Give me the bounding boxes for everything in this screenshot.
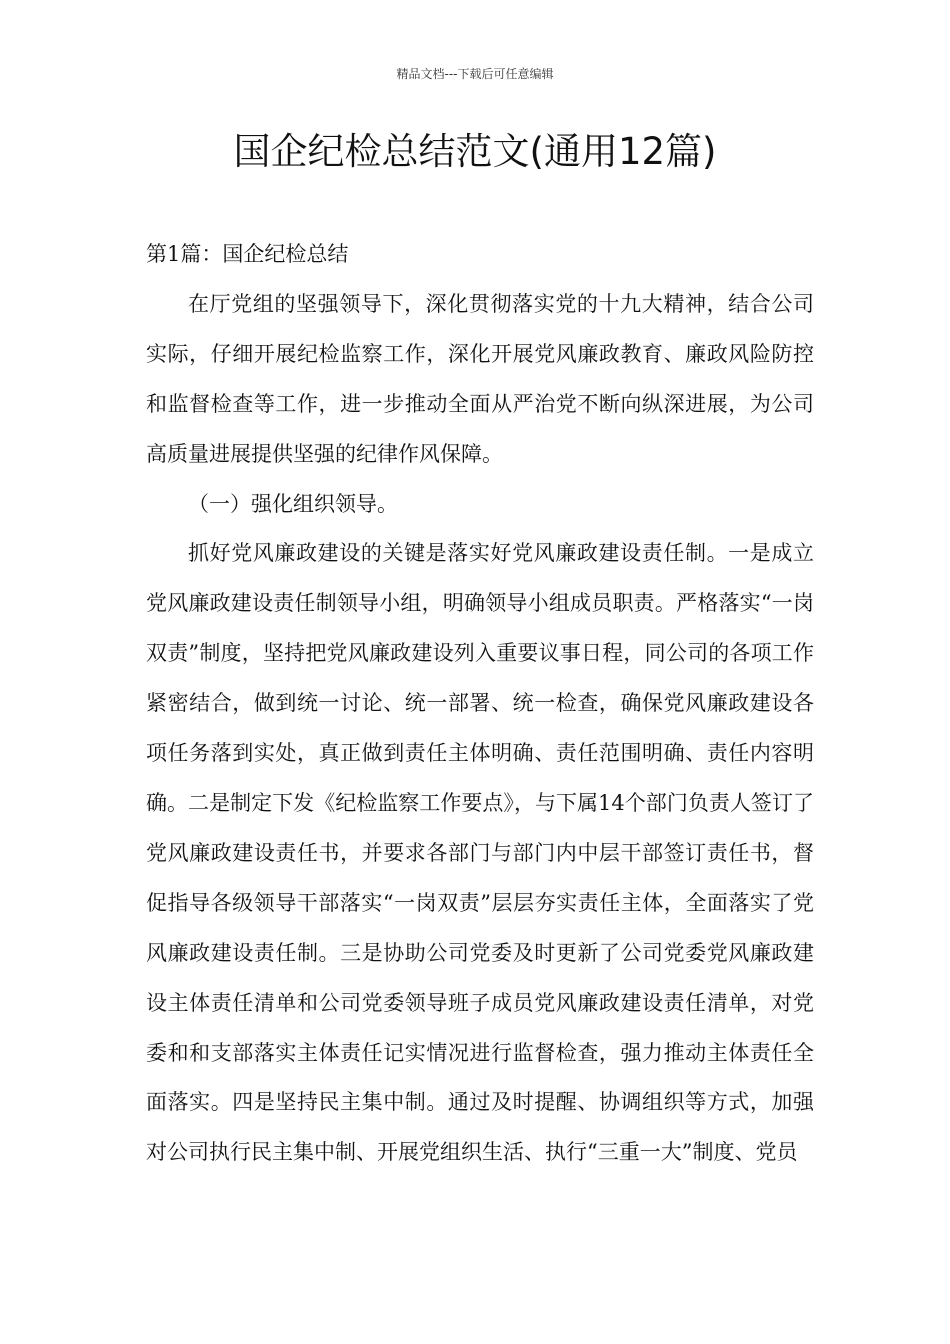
header-note: 精品文档---下载后可任意编辑: [396, 67, 554, 81]
paragraph: 抓好党风廉政建设的关键是落实好党风廉政建设责任制。一是成立党风廉政建设责任制领导小组，明确领导小组成员职责。严格落实“一岗双责”制度，坚持把党风廉政建设列入重要议事日程，同公司的各项工作紧密结合，做到统一讨论、统一部署、统一检查，确保党风廉政建设各项任务落到实处，真正做到责任主体明确、责任范围明确、责任内容明确。二是制定下发《纪检监察工作要点》，与下属14个部门负责人签订了党风廉政建设责任书，并要求各部门与部门内中层干部签订责任书，督促指导各级领导干部落实“一岗双责”层层夯实责任主体，全面落实了党风廉政建设责任制。三是协助公司党委及时更新了公司党委党风廉政建设主体责任清单和公司党委领导班子成员党风廉政建设责任清单，对党委和和支部落实主体责任记实情况进行监督检查，强力推动主体责任全面落实。四是坚持民主集中制。通过及时提醒、协调组织等方式，加强对公司执行民主集中制、开展党组织生活、执行“三重一大”制度、党员: [146, 541, 814, 1165]
sub-heading: （一）强化组织领导。: [188, 491, 398, 516]
section-heading: 第1篇：国企纪检总结: [146, 242, 349, 266]
document-title: 国企纪检总结范文(通用12篇): [233, 130, 717, 173]
document-body: [146, 230, 814, 1178]
paragraph: 在厅党组的坚强领导下，深化贯彻落实党的十九大精神，结合公司实际，仔细开展纪检监察工作，深化开展党风廉政教育、廉政风险防控和监督检查等工作，进一步推动全面从严治党不断向纵深进展，为公司高质量进展提供坚强的纪律作风保障。: [146, 291, 814, 466]
